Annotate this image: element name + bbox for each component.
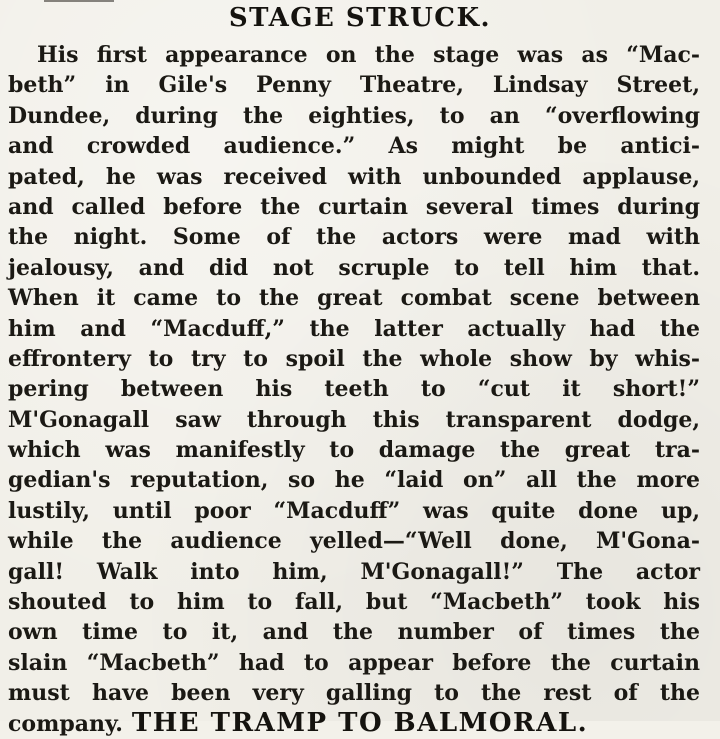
article-line: and crowded audience.” As might be antici- — [8, 133, 700, 160]
article-line: which was manifestly to damage the great tra- — [8, 437, 700, 464]
next-article-headline: THE TRAMP TO BALMORAL. — [131, 708, 589, 738]
article-line: His first appearance on the stage was as “Mac- — [37, 42, 700, 68]
article-line: slain “Macbeth” had to appear before the curtain — [8, 649, 700, 676]
article-line: gedian's reputation, so he “laid on” all the more — [8, 467, 700, 494]
article-line: When it came to the great combat scene between — [8, 285, 700, 312]
article-line: while the audience yelled—“Well done, M'Gona- — [8, 528, 700, 555]
article-line: company. — [8, 710, 123, 737]
article-line: beth” in Gile's Penny Theatre, Lindsay Street, — [8, 72, 700, 99]
article-line: own time to it, and the number of times the — [8, 619, 700, 646]
article-line: pering between his teeth to “cut it short!” — [8, 376, 700, 403]
article-line: and called before the curtain several times during — [8, 193, 700, 220]
article-line: M'Gonagall saw through this transparent dodge, — [8, 406, 700, 433]
article-line: Dundee, during the eighties, to an “overflowing — [8, 102, 700, 129]
article-body — [8, 40, 700, 739]
article-line: lustily, until poor “Macduff” was quite done up, — [8, 497, 700, 524]
article-line: effrontery to try to spoil the whole show by whis- — [8, 345, 700, 372]
article-headline: STAGE STRUCK. — [228, 3, 492, 33]
article-line: shouted to him to fall, but “Macbeth” took his — [8, 589, 700, 616]
article-line: pated, he was received with unbounded applause, — [8, 163, 700, 190]
article-line: jealousy, and did not scruple to tell him that. — [8, 254, 700, 281]
article-line: the night. Some of the actors were mad with — [8, 224, 700, 251]
article-line: gall! Walk into him, M'Gonagall!” The actor — [8, 558, 700, 585]
article-line: him and “Macduff,” the latter actually had the — [8, 315, 700, 342]
article-line: must have been very galling to the rest of the — [8, 680, 700, 707]
